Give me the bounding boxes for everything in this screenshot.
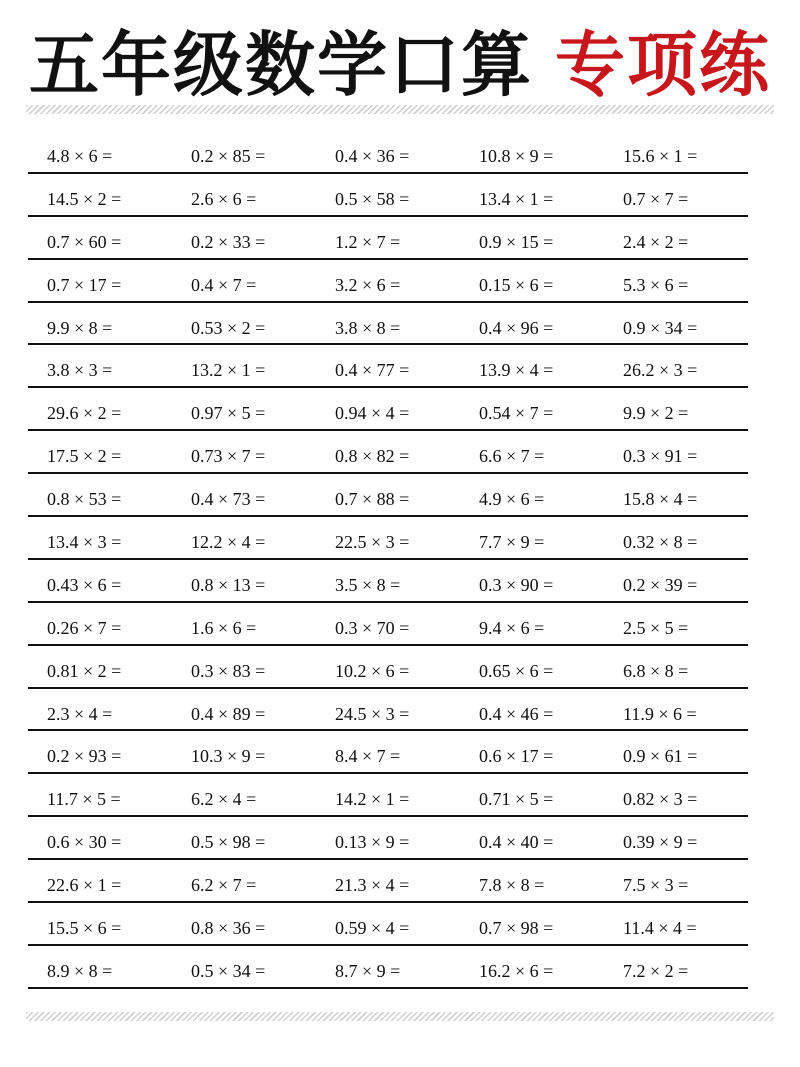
problem-cell: 0.6 × 30 = <box>47 832 122 853</box>
problem-row <box>28 345 748 388</box>
problem-cell: 13.4 × 1 = <box>479 188 554 209</box>
problem-cell: 0.39 × 9 = <box>623 832 698 853</box>
problem-row <box>28 646 748 689</box>
problem-cell: 0.9 × 61 = <box>623 746 698 767</box>
problem-cell: 13.9 × 4 = <box>479 360 554 381</box>
problem-cell: 0.7 × 98 = <box>479 918 554 939</box>
problem-cell: 9.4 × 6 = <box>479 617 545 638</box>
problem-cell: 7.7 × 9 = <box>479 532 545 553</box>
problem-cell: 22.5 × 3 = <box>335 532 410 553</box>
problem-row <box>28 689 748 732</box>
problem-cell: 0.5 × 34 = <box>191 960 266 981</box>
problem-row <box>28 817 748 860</box>
problem-cell: 0.8 × 13 = <box>191 574 266 595</box>
problem-row <box>28 131 748 174</box>
problem-cell: 3.8 × 8 = <box>335 317 401 338</box>
problem-row <box>28 431 748 474</box>
problem-cell: 0.3 × 91 = <box>623 446 698 467</box>
problem-cell: 0.5 × 58 = <box>335 188 410 209</box>
problem-row <box>28 903 748 946</box>
problem-cell: 0.13 × 9 = <box>335 832 410 853</box>
problem-cell: 0.94 × 4 = <box>335 403 410 424</box>
problem-cell: 11.7 × 5 = <box>47 789 121 810</box>
problem-cell: 0.4 × 73 = <box>191 489 266 510</box>
problem-cell: 0.9 × 34 = <box>623 317 698 338</box>
problem-cell: 11.4 × 4 = <box>623 918 697 939</box>
problem-cell: 0.2 × 33 = <box>191 231 266 252</box>
problem-row <box>28 174 748 217</box>
problem-cell: 22.6 × 1 = <box>47 875 122 896</box>
problem-row <box>28 517 748 560</box>
problem-cell: 10.3 × 9 = <box>191 746 266 767</box>
problem-cell: 15.5 × 6 = <box>47 918 122 939</box>
problem-cell: 7.2 × 2 = <box>623 960 689 981</box>
problem-cell: 0.81 × 2 = <box>47 660 122 681</box>
title-main: 五年级数学口算 <box>29 23 533 106</box>
problem-cell: 6.2 × 7 = <box>191 875 257 896</box>
problem-cell: 0.71 × 5 = <box>479 789 554 810</box>
problem-cell: 0.6 × 17 = <box>479 746 554 767</box>
problem-cell: 0.97 × 5 = <box>191 403 266 424</box>
problem-cell: 2.5 × 5 = <box>623 617 689 638</box>
problem-cell: 10.8 × 9 = <box>479 146 554 166</box>
problem-cell: 0.4 × 89 = <box>191 703 266 724</box>
problem-cell: 4.8 × 6 = <box>47 146 113 166</box>
problem-cell: 0.7 × 60 = <box>47 231 122 252</box>
problem-cell: 14.2 × 1 = <box>335 789 410 810</box>
problem-cell: 0.82 × 3 = <box>623 789 698 810</box>
problem-cell: 8.4 × 7 = <box>335 746 401 767</box>
problem-row <box>28 603 748 646</box>
bottom-divider <box>26 1012 774 1021</box>
problem-cell: 29.6 × 2 = <box>47 403 122 424</box>
problem-row <box>28 303 748 346</box>
problem-cell: 0.8 × 36 = <box>191 918 266 939</box>
problem-cell: 8.9 × 8 = <box>47 960 113 981</box>
problem-cell: 0.3 × 90 = <box>479 574 554 595</box>
problem-cell: 0.3 × 70 = <box>335 617 410 638</box>
problem-cell: 0.15 × 6 = <box>479 274 554 295</box>
problem-grid <box>28 131 748 989</box>
problem-cell: 6.2 × 4 = <box>191 789 257 810</box>
problem-row <box>28 388 748 431</box>
title-accent: 专项练 <box>555 23 771 106</box>
problem-cell: 2.3 × 4 = <box>47 703 113 724</box>
problem-cell: 26.2 × 3 = <box>623 360 698 381</box>
problem-cell: 13.4 × 3 = <box>47 532 122 553</box>
problem-cell: 17.5 × 2 = <box>47 446 122 467</box>
problem-cell: 0.7 × 7 = <box>623 188 689 209</box>
problem-cell: 0.2 × 93 = <box>47 746 122 767</box>
problem-cell: 0.4 × 77 = <box>335 360 410 381</box>
problem-cell: 6.6 × 7 = <box>479 446 545 467</box>
problem-row <box>28 774 748 817</box>
problem-cell: 0.54 × 7 = <box>479 403 554 424</box>
problem-cell: 0.26 × 7 = <box>47 617 122 638</box>
problem-row <box>28 860 748 903</box>
problem-cell: 5.3 × 6 = <box>623 274 689 295</box>
problem-cell: 11.9 × 6 = <box>623 703 697 724</box>
problem-cell: 2.4 × 2 = <box>623 231 689 252</box>
problem-cell: 0.7 × 17 = <box>47 274 122 295</box>
problem-cell: 9.9 × 8 = <box>47 317 113 338</box>
problem-cell: 4.9 × 6 = <box>479 489 545 510</box>
problem-cell: 16.2 × 6 = <box>479 960 554 981</box>
problem-cell: 0.32 × 8 = <box>623 532 698 553</box>
problem-cell: 7.5 × 3 = <box>623 875 689 896</box>
problem-cell: 0.4 × 96 = <box>479 317 554 338</box>
problem-cell: 0.43 × 6 = <box>47 574 122 595</box>
problem-cell: 14.5 × 2 = <box>47 188 122 209</box>
problem-cell: 6.8 × 8 = <box>623 660 689 681</box>
problem-cell: 21.3 × 4 = <box>335 875 410 896</box>
problem-cell: 0.2 × 85 = <box>191 146 266 166</box>
problem-row <box>28 560 748 603</box>
top-divider <box>26 105 774 114</box>
problem-cell: 0.4 × 7 = <box>191 274 257 295</box>
problem-cell: 0.2 × 39 = <box>623 574 698 595</box>
problem-cell: 3.8 × 3 = <box>47 360 113 381</box>
problem-cell: 0.5 × 98 = <box>191 832 266 853</box>
problem-cell: 0.9 × 15 = <box>479 231 554 252</box>
problem-cell: 9.9 × 2 = <box>623 403 689 424</box>
problem-row <box>28 474 748 517</box>
problem-cell: 0.7 × 88 = <box>335 489 410 510</box>
problem-cell: 3.5 × 8 = <box>335 574 401 595</box>
problem-cell: 8.7 × 9 = <box>335 960 401 981</box>
problem-cell: 7.8 × 8 = <box>479 875 545 896</box>
problem-cell: 0.3 × 83 = <box>191 660 266 681</box>
problem-row <box>28 260 748 303</box>
problem-row <box>28 731 748 774</box>
problem-cell: 0.8 × 53 = <box>47 489 122 510</box>
problem-cell: 0.4 × 40 = <box>479 832 554 853</box>
problem-cell: 1.2 × 7 = <box>335 231 401 252</box>
problem-cell: 10.2 × 6 = <box>335 660 410 681</box>
problem-row <box>28 217 748 260</box>
problem-cell: 13.2 × 1 = <box>191 360 266 381</box>
problem-cell: 2.6 × 6 = <box>191 188 257 209</box>
problem-row <box>28 946 748 989</box>
problem-cell: 24.5 × 3 = <box>335 703 410 724</box>
problem-cell: 15.6 × 1 = <box>623 146 698 166</box>
problem-cell: 0.8 × 82 = <box>335 446 410 467</box>
problem-cell: 0.65 × 6 = <box>479 660 554 681</box>
problem-cell: 0.59 × 4 = <box>335 918 410 939</box>
problem-cell: 0.53 × 2 = <box>191 317 266 338</box>
problem-cell: 1.6 × 6 = <box>191 617 257 638</box>
problem-cell: 0.4 × 36 = <box>335 146 410 166</box>
problem-cell: 3.2 × 6 = <box>335 274 401 295</box>
problem-cell: 0.73 × 7 = <box>191 446 266 467</box>
problem-cell: 15.8 × 4 = <box>623 489 698 510</box>
problem-cell: 0.4 × 46 = <box>479 703 554 724</box>
problem-cell: 12.2 × 4 = <box>191 532 266 553</box>
page-title <box>0 14 800 104</box>
